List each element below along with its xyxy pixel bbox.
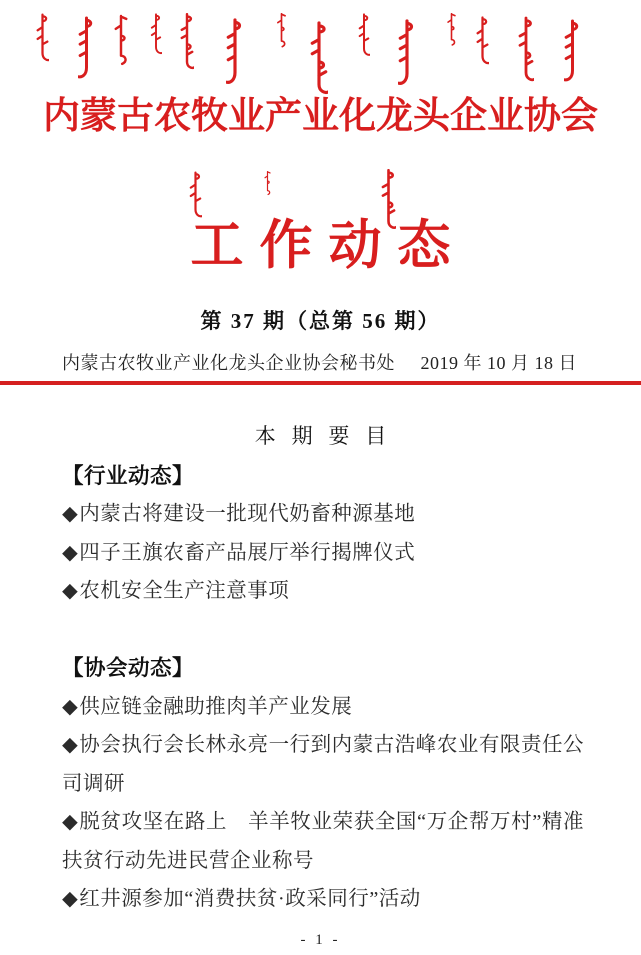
publish-date: 2019 年 10 月 18 日 (420, 353, 577, 373)
section-title-industry: 【行业动态】 (62, 463, 195, 488)
toc-item-text: 协会执行会长林永亮一行到内蒙古浩峰农业有限责任公司调研 (62, 734, 584, 795)
toc-item (62, 880, 584, 919)
toc-item-text: 脱贫攻坚在路上 羊羊牧业荣获全国“万企帮万村”精准扶贫行动先进民营企业称号 (62, 811, 585, 872)
bullet-diamond-icon: ◆ (62, 541, 79, 564)
toc-heading: 本 期 要 目 (254, 425, 392, 448)
toc-item-text: 农机安全生产注意事项 (79, 580, 290, 602)
bullet-diamond-icon: ◆ (62, 695, 79, 718)
toc-item (62, 688, 584, 727)
red-divider (0, 381, 641, 385)
issue-line: 第 37 期（总第 56 期） (200, 309, 441, 333)
toc-item-text: 供应链金融助推肉羊产业发展 (79, 695, 353, 718)
page-number: - 1 - (300, 931, 341, 948)
toc-item (62, 572, 584, 611)
bullet-diamond-icon: ◆ (62, 811, 79, 833)
bullet-diamond-icon: ◆ (62, 734, 79, 756)
publisher-row (62, 349, 577, 375)
table-of-contents (62, 418, 584, 919)
publisher-name: 内蒙古农牧业产业化龙头企业协会秘书处 (62, 353, 395, 373)
bulletin-title: 工作动态 (190, 217, 467, 275)
toc-item (62, 803, 584, 880)
toc-item-text: 红井源参加“消费扶贫·政采同行”活动 (79, 888, 421, 910)
toc-item (62, 495, 584, 534)
bullet-diamond-icon: ◆ (62, 580, 79, 602)
section-title-association: 【协会动态】 (62, 656, 195, 680)
masthead (0, 0, 641, 385)
toc-item (62, 534, 584, 573)
bullet-diamond-icon: ◆ (62, 503, 79, 525)
bullet-diamond-icon: ◆ (62, 888, 79, 910)
toc-item-text: 内蒙古将建设一批现代奶畜种源基地 (79, 503, 416, 525)
org-title: 内蒙古农牧业产业化龙头企业协会 (43, 96, 598, 137)
toc-item (62, 726, 584, 803)
toc-item-text: 四子王旗农畜产品展厅举行揭牌仪式 (79, 541, 416, 564)
mongolian-script-top-icon (28, 13, 613, 105)
